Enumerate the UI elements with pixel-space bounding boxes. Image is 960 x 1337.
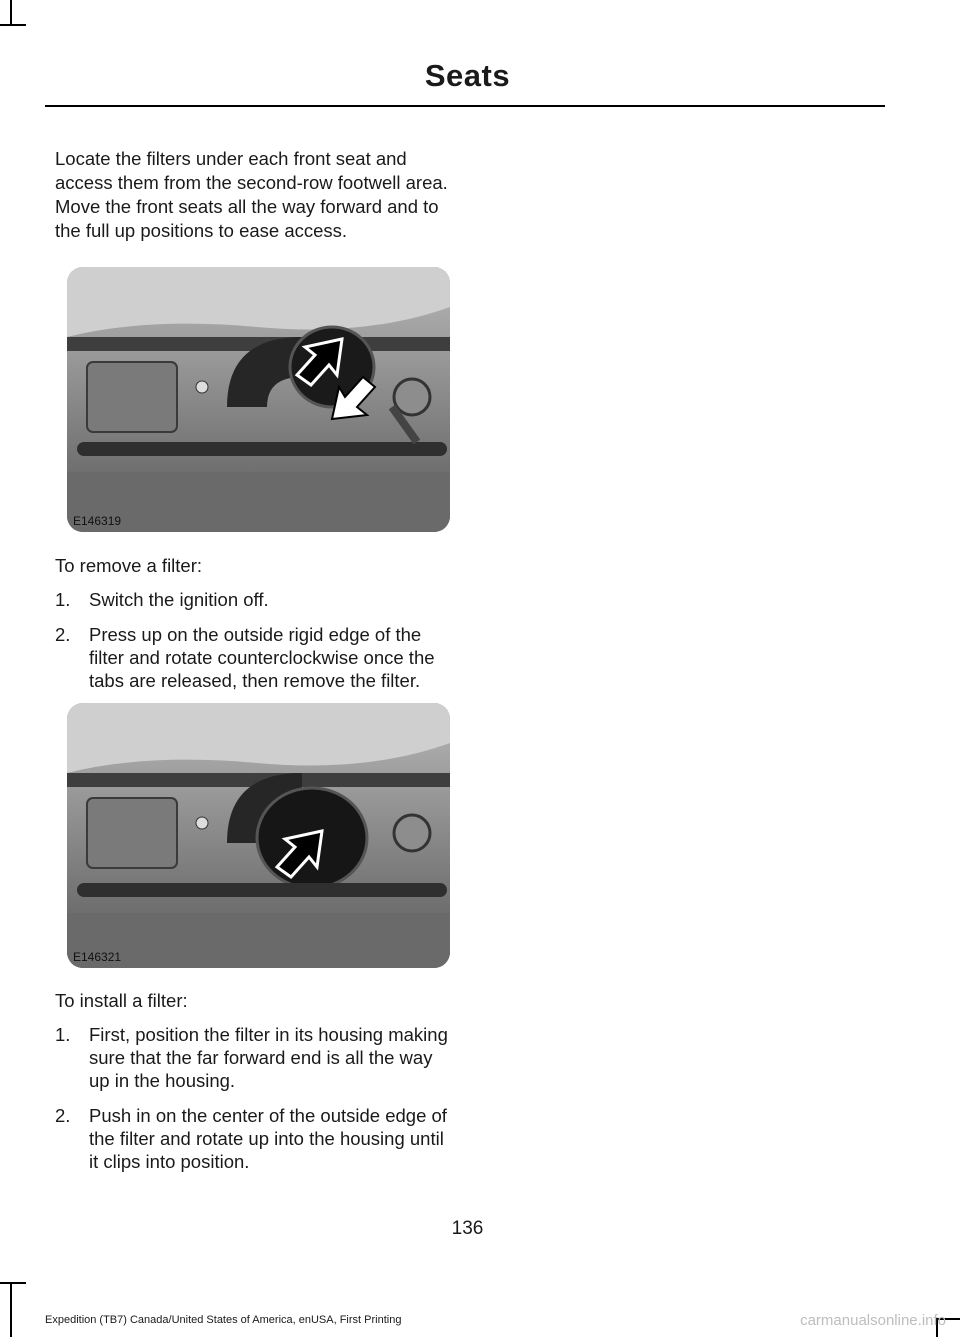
filter-install-illustration bbox=[67, 703, 450, 968]
step-number: 1. bbox=[55, 1024, 71, 1045]
install-section bbox=[55, 989, 450, 1185]
figure-filter-install bbox=[67, 703, 450, 968]
step-text: Switch the ignition off. bbox=[89, 589, 269, 610]
remove-heading: To remove a filter: bbox=[55, 555, 203, 576]
intro-paragraph: Locate the filters under each front seat and access them from the second-row footwell area. Move the front seats all the way forward and to the full up positions to ease access. bbox=[55, 148, 448, 241]
install-heading: To install a filter: bbox=[55, 990, 188, 1011]
remove-section bbox=[55, 554, 450, 704]
crop-mark bbox=[0, 24, 26, 26]
step-text: First, position the filter in its housing making sure that the far forward end is all the way up in the housing. bbox=[89, 1024, 448, 1091]
crop-mark bbox=[10, 1282, 12, 1337]
header-rule bbox=[45, 105, 885, 107]
figure-label: E146321 bbox=[73, 950, 122, 964]
list-item bbox=[55, 588, 450, 611]
step-number: 1. bbox=[55, 589, 71, 610]
footer-text: Expedition (TB7) Canada/United States of America, enUSA, First Printing bbox=[45, 1314, 402, 1326]
crop-mark bbox=[10, 0, 12, 26]
page-title: Seats bbox=[424, 58, 511, 93]
list-item bbox=[55, 623, 450, 692]
figure-filter-location bbox=[67, 267, 450, 532]
page-number: 136 bbox=[451, 1218, 484, 1239]
crop-mark bbox=[0, 1282, 26, 1284]
list-item bbox=[55, 1023, 450, 1092]
step-text: Push in on the center of the outside edge of the filter and rotate up into the housing until it clips into position. bbox=[89, 1105, 447, 1172]
list-item bbox=[55, 1104, 450, 1173]
step-text: Press up on the outside rigid edge of the filter and rotate counterclockwise once the tabs are released, then remove the filter. bbox=[89, 624, 435, 691]
filter-location-illustration bbox=[67, 267, 450, 532]
intro-block bbox=[55, 147, 450, 243]
figure-label: E146319 bbox=[73, 514, 122, 528]
step-number: 2. bbox=[55, 624, 71, 645]
step-number: 2. bbox=[55, 1105, 71, 1126]
install-steps bbox=[55, 1023, 450, 1173]
watermark: carmanualsonline.info bbox=[800, 1312, 946, 1329]
remove-steps bbox=[55, 588, 450, 692]
